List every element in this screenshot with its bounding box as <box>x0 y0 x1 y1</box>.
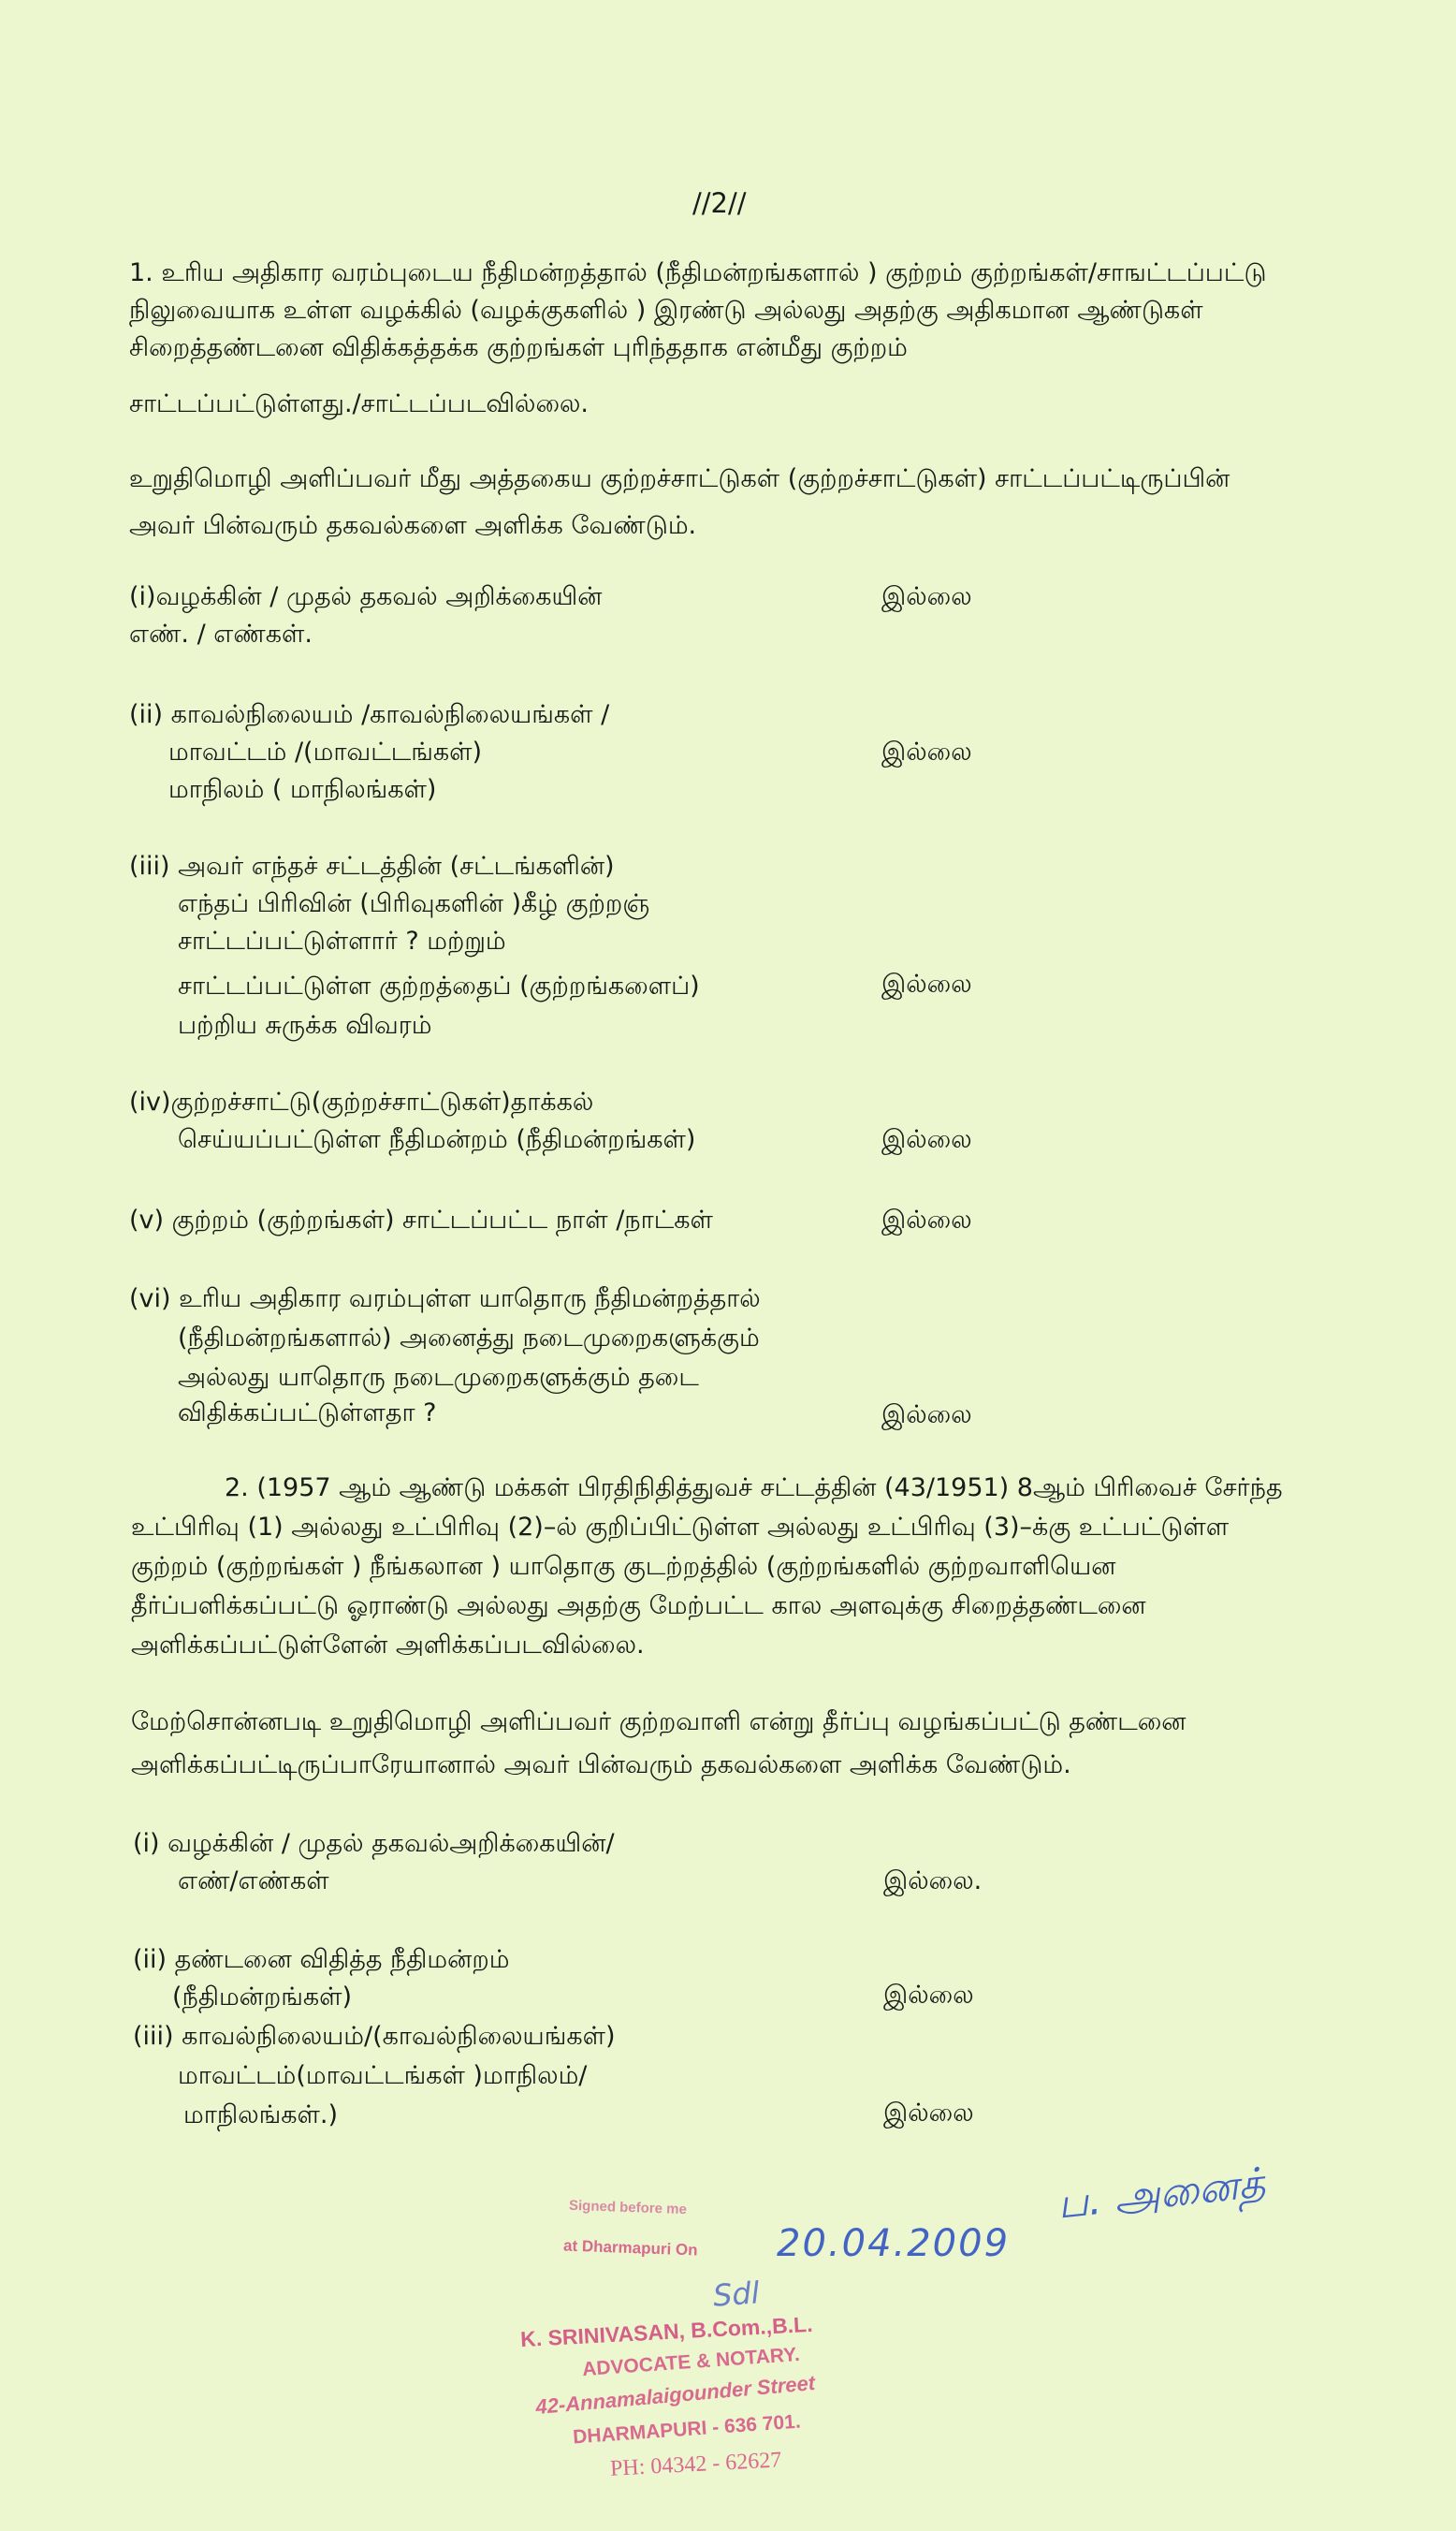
section2-line-4: தீர்ப்பளிக்கப்பட்டு ஓராண்டு அல்லது அதற்கு மேற்பட்ட கால அளவுக்கு சிறைத்தண்டனை <box>131 1591 1146 1620</box>
stamp-signed-before: Signed before me <box>568 2197 688 2218</box>
section1-line-3: சிறைத்தண்டனை விதிக்கத்தக்க குற்றங்கள் புரிந்ததாக என்மீது குற்றம் <box>129 333 908 362</box>
s1-item5-line-1: (v) குற்றம் (குற்றங்கள்) சாட்டப்பட்ட நாள் /நாட்கள் <box>129 1206 713 1235</box>
s1-item6-line-1: (vi) உரிய அதிகார வரம்புள்ள யாதொரு நீதிமன்றத்தால் <box>129 1284 761 1313</box>
s1-item2-value: இல்லை <box>881 738 972 767</box>
notary-signature: Sdl <box>711 2275 761 2314</box>
notary-phone: PH: 04342 - 62627 <box>609 2448 782 2481</box>
s2-item3-value: இல்லை <box>883 2099 974 2128</box>
s1-item3-line-1: (iii) அவர் எந்தச் சட்டத்தின் (சட்டங்களின்) <box>129 852 615 881</box>
s1-item5-value: இல்லை <box>881 1206 972 1235</box>
s1-item1-value: இல்லை <box>881 582 972 611</box>
s2-item1-value: இல்லை. <box>883 1866 983 1895</box>
section2-line-5: அளிக்கப்பட்டுள்ளேன் அளிக்கப்படவில்லை. <box>131 1631 645 1660</box>
notary-address: 42-Annamalaigounder Street <box>534 2370 816 2420</box>
section2-note-1: மேற்சொன்னபடி உறுதிமொழி அளிப்பவர் குற்றவாளி என்று தீர்ப்பு வழங்கப்பட்டு தண்டனை <box>131 1707 1187 1736</box>
s1-item3-value: இல்லை <box>881 970 972 999</box>
s1-item4-line-1: (iv)குற்றச்சாட்டு(குற்றச்சாட்டுகள்)தாக்கல் <box>129 1088 594 1117</box>
s2-item2-line-1: (ii) தண்டனை விதித்த நீதிமன்றம் <box>133 1945 510 1974</box>
section1-line-2: நிலுவையாக உள்ள வழக்கில் (வழக்குகளில் ) இரண்டு அல்லது அதற்கு அதிகமான ஆண்டுகள் <box>129 296 1203 325</box>
s1-item4-value: இல்லை <box>881 1125 972 1154</box>
stamp-date: 20.04.2009 <box>777 2222 1011 2265</box>
s2-item2-value: இல்லை <box>883 1981 974 2010</box>
s1-item6-line-3: அல்லது யாதொரு நடைமுறைகளுக்கும் தடை <box>178 1363 699 1392</box>
s1-item2-line-2: மாவட்டம் /(மாவட்டங்கள்) <box>168 738 483 767</box>
s2-item3-line-2: மாவட்டம்(மாவட்டங்கள் )மாநிலம்/ <box>178 2061 588 2090</box>
section1-line-1: 1. உரிய அதிகார வரம்புடைய நீதிமன்றத்தால் (நீதிமன்றங்களால் ) குற்றம் குற்றங்கள்/சாஙட்டப்பட்டு <box>129 258 1267 287</box>
s1-item6-value: இல்லை <box>881 1400 972 1429</box>
s1-item2-line-3: மாநிலம் ( மாநிலங்கள்) <box>168 775 437 804</box>
s1-item3-line-2: எந்தப் பிரிவின் (பிரிவுகளின் )கீழ் குற்றஞ் <box>178 889 650 918</box>
section2-line-3: குற்றம் (குற்றங்கள் ) நீங்கலான ) யாதொகு குடற்றத்தில் (குற்றங்களில் குற்றவாளியென <box>131 1552 1116 1581</box>
s1-item3-line-5: பற்றிய சுருக்க விவரம் <box>178 1011 432 1040</box>
s1-item3-line-4: சாட்டப்பட்டுள்ள குற்றத்தைப் (குற்றங்களைப்) <box>178 972 700 1001</box>
s1-item6-line-4: விதிக்கப்பட்டுள்ளதா ? <box>178 1398 437 1427</box>
s1-item6-line-2: (நீதிமன்றங்களால்) அனைத்து நடைமுறைகளுக்கும் <box>178 1324 760 1353</box>
notary-title: ADVOCATE & NOTARY. <box>581 2343 801 2381</box>
section2-note-2: அளிக்கப்பட்டிருப்பாரேயானால் அவர் பின்வரும் தகவல்களை அளிக்க வேண்டும். <box>131 1750 1071 1779</box>
s2-item3-line-1: (iii) காவல்நிலையம்/(காவல்நிலையங்கள்) <box>133 2022 616 2051</box>
section2-line-2: உட்பிரிவு (1) அல்லது உட்பிரிவு (2)–ல் குறிப்பிட்டுள்ள அல்லது உட்பிரிவு (3)–க்கு உட்பட்டுள்ள <box>131 1513 1230 1542</box>
s1-item4-line-2: செய்யப்பட்டுள்ள நீதிமன்றம் (நீதிமன்றங்கள்) <box>178 1125 696 1154</box>
s1-item1-line-1: (i)வழக்கின் / முதல் தகவல் அறிக்கையின் <box>129 582 603 611</box>
s2-item1-line-2: எண்/எண்கள் <box>178 1866 329 1895</box>
stamp-at-place: at Dharmapuri On <box>562 2236 698 2260</box>
section1-note-1: உறுதிமொழி அளிப்பவர் மீது அத்தகைய குற்றச்சாட்டுகள் (குற்றச்சாட்டுகள்) சாட்டப்பட்டிருப்பின் <box>129 464 1230 493</box>
s2-item1-line-1: (i) வழக்கின் / முதல் தகவல்அறிக்கையின்/ <box>133 1829 615 1858</box>
s2-item2-line-2: (நீதிமன்றங்கள்) <box>172 1982 353 2012</box>
section1-line-4: சாட்டப்பட்டுள்ளது./சாட்டப்படவில்லை. <box>129 389 590 418</box>
notary-name: K. SRINIVASAN, B.Com.,B.L. <box>519 2311 814 2352</box>
deponent-signature: ப. அனைத் <box>1055 2158 1268 2229</box>
page-number: //2// <box>692 187 747 219</box>
s1-item2-line-1: (ii) காவல்நிலையம் /காவல்நிலையங்கள் / <box>129 700 610 729</box>
section1-note-2: அவர் பின்வரும் தகவல்களை அளிக்க வேண்டும். <box>129 511 697 540</box>
s1-item3-line-3: சாட்டப்பட்டுள்ளார் ? மற்றும் <box>178 927 506 956</box>
s1-item1-line-2: எண். / எண்கள். <box>129 620 313 649</box>
notary-city: DHARMAPURI - 636 701. <box>572 2410 802 2449</box>
s2-item3-line-3: மாநிலங்கள்.) <box>183 2100 339 2129</box>
section2-line-1: 2. (1957 ஆம் ஆண்டு மக்கள் பிரதிநிதித்துவச் சட்டத்தின் (43/1951) 8ஆம் பிரிவைச் சேர்ந்த <box>225 1473 1283 1502</box>
